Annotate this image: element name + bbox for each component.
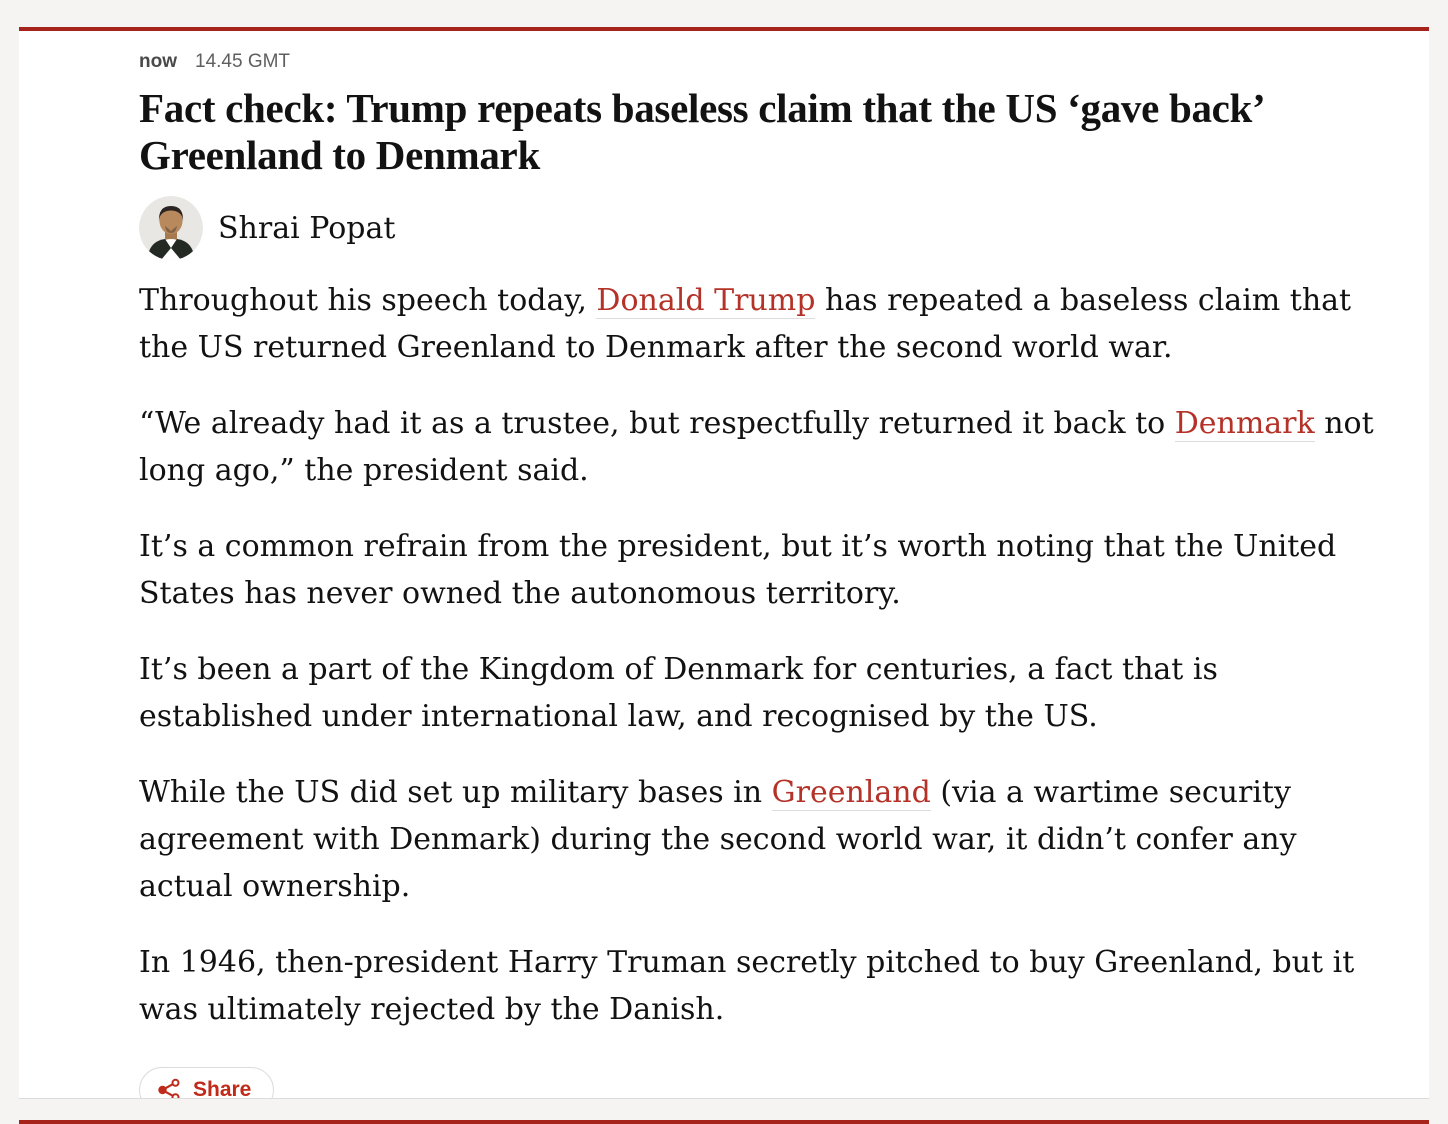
body-paragraph — [139, 277, 1381, 371]
body-text: not long ago,” the president said. — [139, 406, 1374, 488]
body-paragraph — [139, 646, 1381, 740]
body-text: Throughout his speech today, — [139, 283, 597, 318]
body-text: In 1946, then-president Harry Truman secretly pitched to buy Greenland, but it was ultimately rejected by the Danish. — [139, 945, 1355, 1027]
share-row — [139, 1067, 1381, 1099]
timestamp — [139, 51, 1381, 73]
body-paragraph — [139, 400, 1381, 494]
author-avatar — [139, 196, 203, 260]
timestamp-now-label: now — [139, 51, 177, 72]
body-text: has repeated a baseless claim that the US returned Greenland to Denmark after the second world war. — [139, 283, 1352, 365]
body-text: It’s been a part of the Kingdom of Denmark for centuries, a fact that is established under international law, and recognised by the US. — [139, 652, 1218, 734]
timestamp-time: 14.45 GMT — [195, 51, 291, 72]
next-post-top-border — [19, 1120, 1429, 1124]
author-name: Shrai Popat — [218, 210, 396, 246]
byline — [139, 196, 1381, 260]
post-body — [139, 277, 1381, 1033]
liveblog-post — [19, 27, 1429, 1099]
inline-link[interactable]: Denmark — [1174, 406, 1315, 441]
inline-link[interactable]: Donald Trump — [596, 283, 816, 318]
body-text: (via a wartime security agreement with Denmark) during the second world war, it didn’t confer any actual ownership. — [139, 775, 1297, 904]
body-text: While the US did set up military bases in — [139, 775, 772, 810]
body-paragraph — [139, 523, 1381, 617]
body-paragraph — [139, 939, 1381, 1033]
share-icon — [156, 1077, 182, 1099]
card-gap — [0, 1099, 1448, 1120]
post-headline: Fact check: Trump repeats baseless claim that the US ‘gave back’ Greenland to Denmark — [139, 85, 1263, 178]
share-button-label: Share — [193, 1078, 252, 1099]
body-text: “We already had it as a trustee, but respectfully returned it back to — [139, 406, 1175, 441]
share-button[interactable] — [139, 1067, 274, 1099]
body-paragraph — [139, 769, 1381, 910]
inline-link[interactable]: Greenland — [771, 775, 931, 810]
body-text: It’s a common refrain from the president, but it’s worth noting that the United States has never owned the autonomous territory. — [139, 529, 1337, 611]
